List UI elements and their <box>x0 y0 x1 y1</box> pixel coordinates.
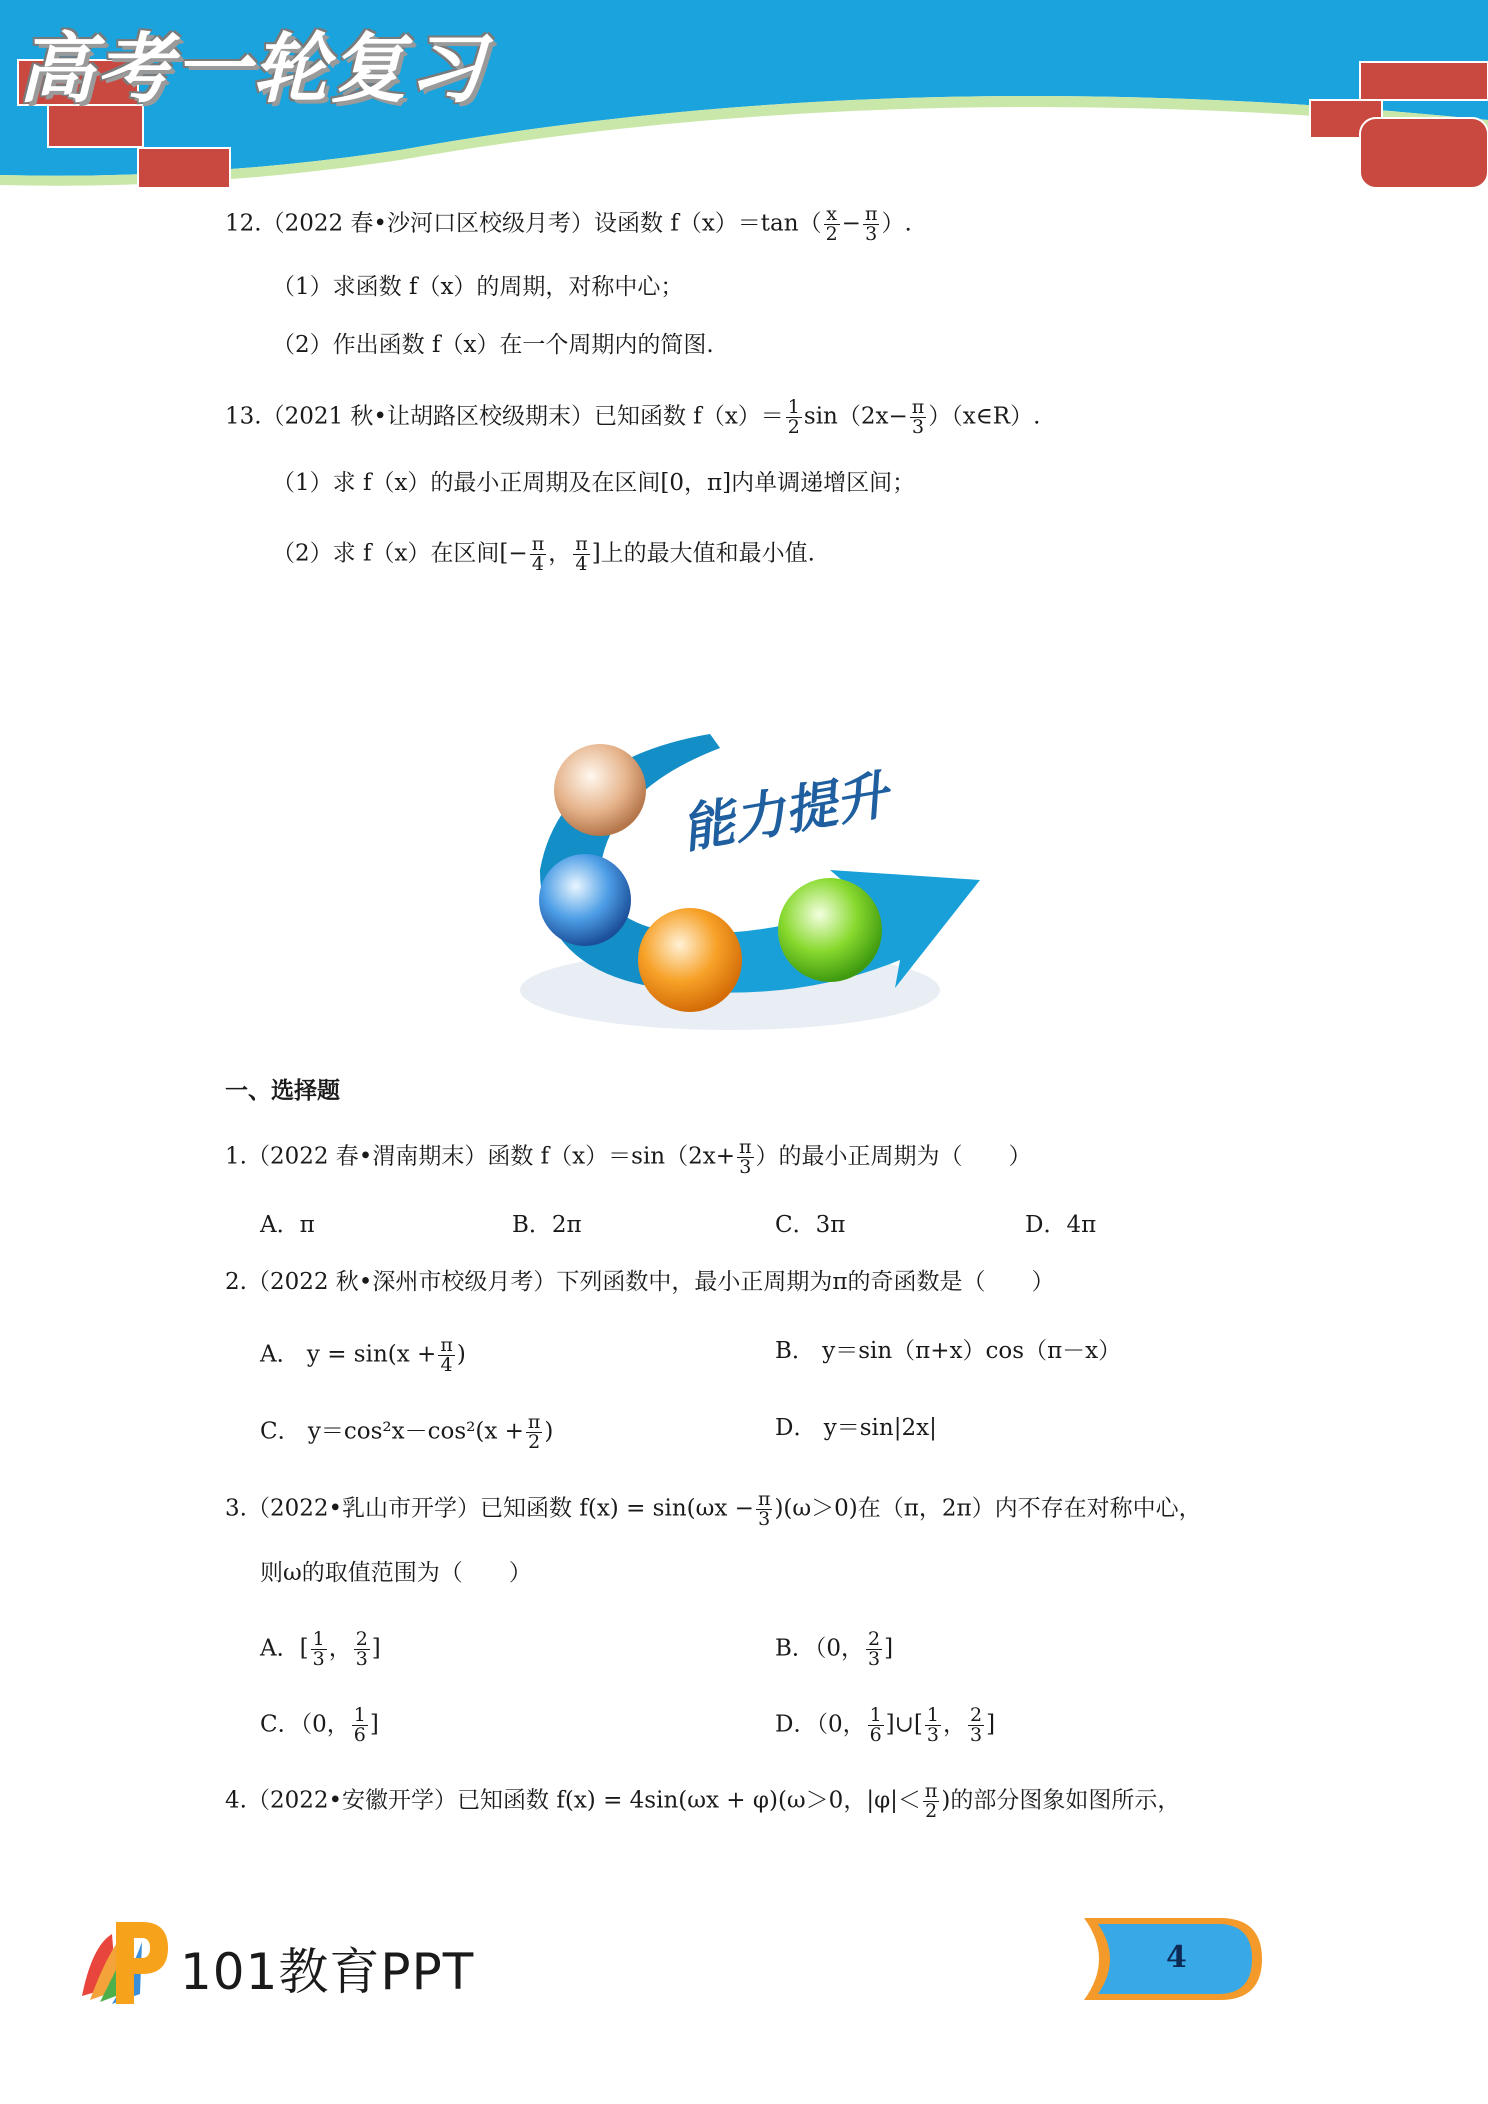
fraction: $\frac{1}{3}$ <box>926 1704 939 1746</box>
fraction: $\frac{\pi}{4}$ <box>575 533 588 575</box>
fraction: $\frac{\pi}{3}$ <box>739 1136 752 1178</box>
question-4: 4.（2022•安徽开学）已知函数 f(x) = 4sin(ωx + φ)(ω＞0，|φ|＜ $\frac{\pi}{2}$ )的部分图象如图所示， <box>225 1780 1181 1822</box>
footer-logo-text: 101教育PPT <box>180 1943 475 2001</box>
problem-12 <box>225 205 912 244</box>
page-number: 4 <box>1166 1940 1187 1975</box>
fraction: $\frac{\pi}{3}$ <box>757 1488 771 1530</box>
problem-end: ）. <box>881 210 912 237</box>
q1-option-c[interactable]: C．3π <box>775 1212 846 1238</box>
q3-option-b[interactable]: B．（0， $\frac{2}{3}$ ] <box>775 1628 894 1670</box>
q3-option-d[interactable]: D．（0， $\frac{1}{6}$ ]∪[ $\frac{1}{3}$ ， $\frac{2}{3}$ ] <box>775 1704 996 1746</box>
problem-13 <box>225 398 1040 437</box>
problem-number: 13. <box>225 403 262 430</box>
fraction: $\frac{\pi}{3}$ <box>911 396 925 438</box>
fraction: $\frac{\pi}{4}$ <box>440 1334 453 1376</box>
fraction: $\frac{1}{3}$ <box>312 1628 325 1670</box>
question-3-line-2: 则ω的取值范围为（ ） <box>260 1560 532 1586</box>
q2-option-d[interactable]: D． y＝sin|2x| <box>775 1415 937 1441</box>
fraction: $\frac{1}{2}$ <box>787 396 800 438</box>
problem-12-part-2: （2）作出函数 f（x）在一个周期内的简图. <box>272 332 714 358</box>
q3-option-c[interactable]: C．（0， $\frac{1}{6}$ ] <box>260 1704 379 1746</box>
fraction: $\frac{2}{3}$ <box>355 1628 368 1670</box>
fraction: $\frac{\pi}{2}$ <box>527 1411 541 1453</box>
question-1: 1.（2022 春•渭南期末）函数 f（x）＝sin（2x+ $\frac{\pi}{3}$ ）的最小正周期为（ ） <box>225 1136 1032 1178</box>
q1-option-b[interactable]: B．2π <box>512 1212 582 1238</box>
problem-12-part-1: （1）求函数 f（x）的周期，对称中心； <box>272 274 684 300</box>
minus-sign: − <box>841 210 861 237</box>
ability-banner-graphic <box>500 720 1000 1040</box>
q1-option-a[interactable]: A．π <box>260 1212 315 1238</box>
fraction: $\frac{\pi}{3}$ <box>864 203 878 245</box>
fraction: $\frac{x}{2}$ <box>825 203 838 245</box>
problem-13-part-2: （2）求 f（x）在区间[− $\frac{\pi}{4}$ ， $\frac{\pi}{4}$ ]上的最大值和最小值. <box>272 533 815 575</box>
problem-13-part-1: （1）求 f（x）的最小正周期及在区间[0，π]内单调递增区间； <box>272 470 916 496</box>
q2-option-b[interactable]: B． y＝sin（π+x）cos（π－x） <box>775 1338 1122 1364</box>
problem-number: 12. <box>225 210 262 237</box>
ability-banner-text: 能力提升 <box>677 765 893 861</box>
problem-source: （2022 春•沙河口区校级月考）设函数 <box>261 210 663 237</box>
fraction: $\frac{\pi}{2}$ <box>924 1780 938 1822</box>
header-title: 高考一轮复习 <box>18 24 486 113</box>
question-3: 3.（2022•乳山市开学）已知函数 f(x) = sin(ωx − $\frac{\pi}{3}$ )(ω＞0)在（π，2π）内不存在对称中心， <box>225 1488 1202 1530</box>
fraction: $\frac{2}{3}$ <box>868 1628 881 1670</box>
q2-option-c[interactable]: C． y＝cos²x－cos²(x + $\frac{\pi}{2}$ ) <box>260 1411 554 1453</box>
problem-source: （2021 秋•让胡路区校级期末）已知函数 f（x）＝ <box>261 403 784 430</box>
q3-option-a[interactable]: A．[ $\frac{1}{3}$ ， $\frac{2}{3}$ ] <box>260 1628 381 1670</box>
q2-option-a[interactable]: A． y = sin(x + $\frac{\pi}{4}$ ) <box>260 1334 466 1376</box>
question-2: 2.（2022 秋•深州市校级月考）下列函数中，最小正周期为π的奇函数是（ ） <box>225 1269 1055 1295</box>
fraction: $\frac{1}{6}$ <box>869 1704 882 1746</box>
fraction: $\frac{\pi}{4}$ <box>531 533 545 575</box>
q1-option-d[interactable]: D．4π <box>1025 1212 1097 1238</box>
logo-icon <box>72 1916 172 2008</box>
problem-mid: sin（2x− <box>803 403 908 430</box>
fraction: $\frac{1}{6}$ <box>353 1704 366 1746</box>
fraction: $\frac{2}{3}$ <box>969 1704 983 1746</box>
problem-func: f（x）＝tan（ <box>670 210 822 237</box>
problem-end: ）（x∈R）. <box>928 403 1041 430</box>
section-title: 一、选择题 <box>225 1078 340 1104</box>
